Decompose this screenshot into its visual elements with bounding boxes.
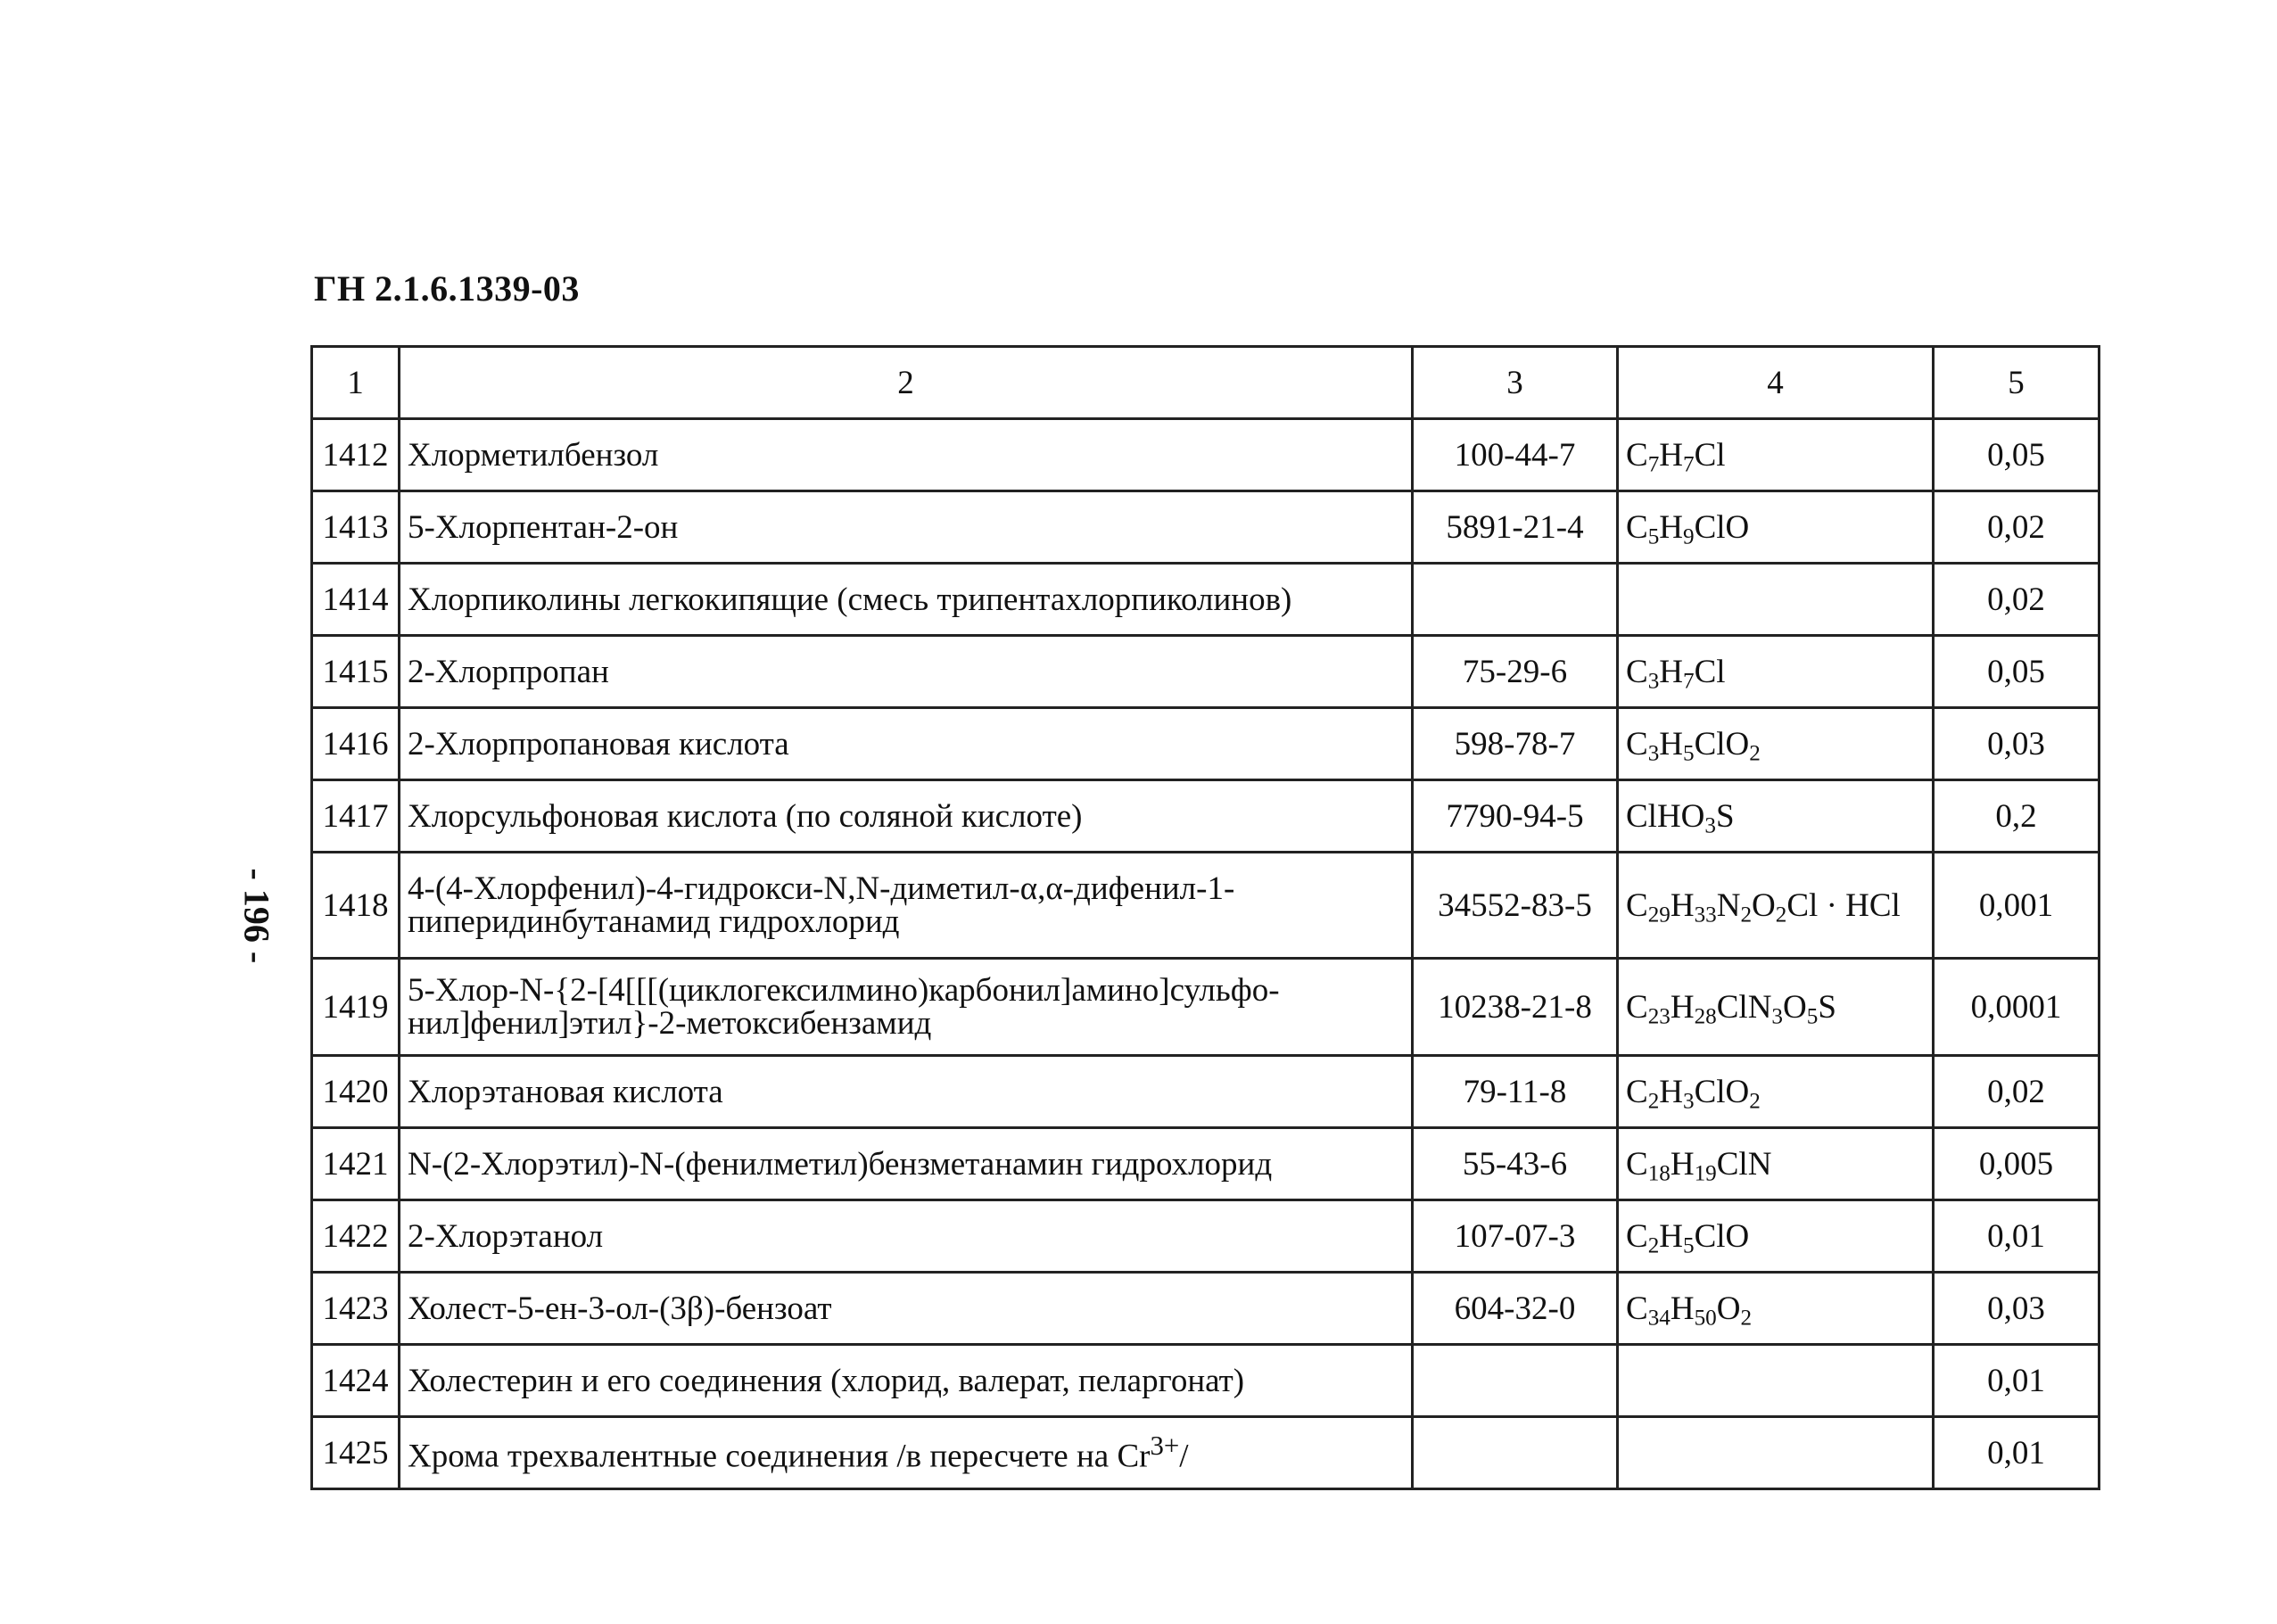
- limit-value: 0,01: [1934, 1417, 2100, 1489]
- substance-name: Холестерин и его соединения (хлорид, валерат, пеларгонат): [400, 1345, 1413, 1417]
- chemical-formula: $C_3H_5ClO_2$: [1618, 708, 1934, 780]
- cas-number: 79-11-8: [1413, 1056, 1618, 1128]
- limit-value: 0,01: [1934, 1345, 2100, 1417]
- chemical-formula: $C_2H_5ClO$: [1618, 1200, 1934, 1273]
- substance-name: 2-Хлорпропан: [400, 636, 1413, 708]
- chemical-formula: ClHO$_3$S: [1618, 780, 1934, 853]
- table-row: [312, 636, 2100, 708]
- row-number: 1419: [312, 959, 400, 1056]
- row-number: 1423: [312, 1273, 400, 1345]
- limit-value: 0,02: [1934, 1056, 2100, 1128]
- limit-value: 0,03: [1934, 1273, 2100, 1345]
- substance-name: Хрома трехвалентные соединения /в пересчете на $Cr^{3+}/$: [400, 1417, 1413, 1489]
- chemical-formula: $C_7H_7Cl$: [1618, 419, 1934, 491]
- header-row: [312, 347, 2100, 419]
- cas-number: [1413, 1345, 1618, 1417]
- header-col-1: 1: [312, 347, 400, 419]
- substance-name: Хлорсульфоновая кислота (по соляной кислоте): [400, 780, 1413, 853]
- limit-value: 0,005: [1934, 1128, 2100, 1200]
- chemical-formula: $C_{29}H_{33}N_2O_2Cl$ · HCl: [1618, 853, 1934, 959]
- substance-name: N-(2-Хлорэтил)-N-(фенилметил)бензметанамин гидрохлорид: [400, 1128, 1413, 1200]
- limit-value: 0,03: [1934, 708, 2100, 780]
- row-number: 1415: [312, 636, 400, 708]
- header-col-3: 3: [1413, 347, 1618, 419]
- chemical-formula: $C_{23}H_{28}ClN_3O_5S$: [1618, 959, 1934, 1056]
- header-col-2: 2: [400, 347, 1413, 419]
- chemical-formula: $C_{34}H_{50}O_2$: [1618, 1273, 1934, 1345]
- substance-name: 4-(4-Хлорфенил)-4-гидрокси-N,N-диметил-α,α-дифенил-1-пиперидинбутанамид гидрохлорид: [400, 853, 1413, 959]
- limit-value: 0,05: [1934, 419, 2100, 491]
- limit-value: 0,01: [1934, 1200, 2100, 1273]
- substance-name: 5-Хлор-N-{2-[4[[[(циклогексилмино)карбонил]амино]сульфо-нил]фенил]этил}-2-метоксибензамид: [400, 959, 1413, 1056]
- row-number: 1412: [312, 419, 400, 491]
- substances-table: [310, 345, 2100, 1490]
- limit-value: 0,02: [1934, 491, 2100, 564]
- table-row: [312, 1128, 2100, 1200]
- row-number: 1418: [312, 853, 400, 959]
- chemical-formula: [1618, 1345, 1934, 1417]
- page-number: - 196 -: [236, 868, 277, 964]
- substance-name: 2-Хлорэтанол: [400, 1200, 1413, 1273]
- table-row: [312, 1056, 2100, 1128]
- limit-value: 0,2: [1934, 780, 2100, 853]
- row-number: 1416: [312, 708, 400, 780]
- cas-number: 34552-83-5: [1413, 853, 1618, 959]
- row-number: 1424: [312, 1345, 400, 1417]
- table-row: [312, 419, 2100, 491]
- substance-name: Хлорэтановая кислота: [400, 1056, 1413, 1128]
- chemical-formula: $C_{18}H_{19}ClN$: [1618, 1128, 1934, 1200]
- table-row: [312, 1417, 2100, 1489]
- cas-number: 10238-21-8: [1413, 959, 1618, 1056]
- substance-name: Хлорметилбензол: [400, 419, 1413, 491]
- cas-number: 598-78-7: [1413, 708, 1618, 780]
- chemical-formula: $C_2H_3ClO_2$: [1618, 1056, 1934, 1128]
- table-row: [312, 1345, 2100, 1417]
- table-row: [312, 564, 2100, 636]
- chemical-formula: $C_3H_7Cl$: [1618, 636, 1934, 708]
- cas-number: 75-29-6: [1413, 636, 1618, 708]
- substance-name: Хлорпиколины легкокипящие (смесь трипентахлорпиколинов): [400, 564, 1413, 636]
- row-number: 1414: [312, 564, 400, 636]
- chemical-formula: [1618, 564, 1934, 636]
- substance-name: 2-Хлорпропановая кислота: [400, 708, 1413, 780]
- substance-name: Холест-5-ен-3-ол-(3β)-бензоат: [400, 1273, 1413, 1345]
- table-row: [312, 491, 2100, 564]
- substance-name: 5-Хлорпентан-2-он: [400, 491, 1413, 564]
- row-number: 1422: [312, 1200, 400, 1273]
- table-row: [312, 708, 2100, 780]
- row-number: 1425: [312, 1417, 400, 1489]
- row-number: 1413: [312, 491, 400, 564]
- cas-number: 604-32-0: [1413, 1273, 1618, 1345]
- cas-number: 107-07-3: [1413, 1200, 1618, 1273]
- cas-number: 7790-94-5: [1413, 780, 1618, 853]
- limit-value: 0,001: [1934, 853, 2100, 959]
- table-row: [312, 780, 2100, 853]
- header-col-5: 5: [1934, 347, 2100, 419]
- cas-number: 55-43-6: [1413, 1128, 1618, 1200]
- limit-value: 0,02: [1934, 564, 2100, 636]
- cas-number: 100-44-7: [1413, 419, 1618, 491]
- cas-number: 5891-21-4: [1413, 491, 1618, 564]
- chemical-formula: [1618, 1417, 1934, 1489]
- header-col-4: 4: [1618, 347, 1934, 419]
- row-number: 1421: [312, 1128, 400, 1200]
- chemical-formula: $C_5H_9ClO$: [1618, 491, 1934, 564]
- table-row: [312, 853, 2100, 959]
- row-number: 1420: [312, 1056, 400, 1128]
- table-row: [312, 1273, 2100, 1345]
- table-body: [312, 419, 2100, 1489]
- cas-number: [1413, 564, 1618, 636]
- row-number: 1417: [312, 780, 400, 853]
- limit-value: 0,05: [1934, 636, 2100, 708]
- table-row: [312, 959, 2100, 1056]
- limit-value: 0,0001: [1934, 959, 2100, 1056]
- table-row: [312, 1200, 2100, 1273]
- cas-number: [1413, 1417, 1618, 1489]
- document-code: ГН 2.1.6.1339-03: [314, 268, 580, 309]
